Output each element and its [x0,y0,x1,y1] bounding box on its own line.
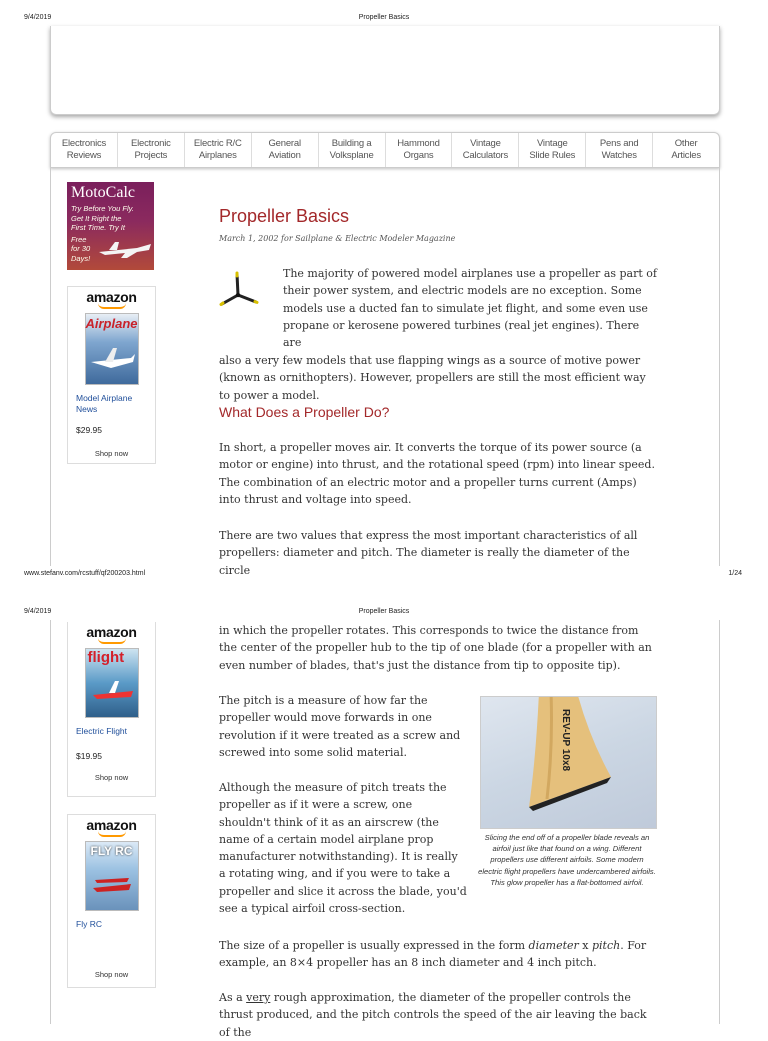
paragraph [219,439,659,508]
text-run: As a [219,991,247,1004]
paragraph [219,937,659,972]
nav-item-line: Other [674,138,698,149]
nav-item-line: Slide Rules [529,150,576,161]
product-price: $19.95 [76,751,102,761]
airplane-icon [87,675,137,715]
nav-item-line: Electronics [61,138,107,149]
nav-item-line: Vintage [536,138,568,149]
amazon-ad[interactable] [67,286,156,464]
nav-item-line: Aviation [268,150,301,161]
nav-item-pens-and-watches[interactable] [586,133,653,167]
photo-caption: Slicing the end off of a propeller blade reveals an airfoil just like that found on a wing. Different propellers use different airfoils. Some modern electric flight propellers have undercambered airfoils. This glow propeller has a flat-bottomed airfoil. [478,833,656,887]
nav-item-line: Articles [671,150,701,161]
banner-area [50,26,720,115]
blade-label: REV-UP 10x8 [560,709,571,772]
propeller-icon [219,268,269,308]
paragraph [219,622,659,674]
print-title: Propeller Basics [358,14,410,21]
intro-text: also a very few models that use flapping wings as a source of motive power (known as ornithopters). However, propellers are still the most efficient way to power a model. [219,354,646,402]
propeller-blade-image [481,697,656,828]
paragraph-text: In short, a propeller moves air. It converts the torque of its power source (a motor or engine) into thrust, and the rotational speed (rpm) into linear speed. The combination of an electric motor and a propeller turns current (Amps) into thrust and voltage into speed. [219,441,655,506]
propeller-blade-photo [480,696,657,829]
text-run: diameter [528,939,579,952]
airplane-icon [97,238,153,262]
motocalc-ad[interactable] [67,182,154,270]
tagline-line: Get It Right the [71,213,122,223]
free-line: Days! [71,253,91,263]
product-name-line: Fly RC [76,919,102,929]
nav-item-other-articles[interactable] [653,133,719,167]
magazine-cover-image [85,313,139,385]
intro-paragraph-bottom [219,352,659,404]
print-date: 9/4/2019 [24,14,52,21]
intro-paragraph-top [283,265,659,351]
text-run: very [246,991,271,1004]
paragraph-text: The pitch is a measure of how far the propeller would move forwards in one revolution if it were treated as a screw and screwed into some solid material. [219,694,461,759]
amazon-ad[interactable] [67,814,156,988]
tagline-line: First Time. Try It [71,223,125,232]
nav-item-vintage-calculators[interactable] [452,133,519,167]
nav-item-electronics-reviews[interactable] [51,133,118,167]
print-header [0,14,768,24]
nav-item-line: Reviews [66,150,102,161]
nav-item-hammond-organs[interactable] [386,133,453,167]
paragraph [219,692,467,761]
nav-item-line: Calculators [462,150,509,161]
print-date: 9/4/2019 [24,608,52,615]
product-name[interactable] [76,726,155,737]
amazon-logo: amazon [86,817,137,833]
cover-title: Airplane [85,316,138,331]
airplane-icon [87,340,137,380]
amazon-logo: amazon [86,624,137,640]
nav-item-line: Vintage [470,138,501,149]
paragraph-text: There are two values that express the most important characteristics of all propellers: diameter and pitch. The diameter is really the diameter of the circle [219,529,638,577]
text-run: x [578,939,592,952]
nav-item-electronic-projects[interactable] [118,133,185,167]
free-line: for 30 [71,244,91,253]
shop-now-button[interactable]: Shop now [94,773,129,782]
cover-title: flight [87,649,125,666]
nav-item-electric-r-c-airplanes[interactable] [185,133,252,167]
paragraph-text: Although the measure of pitch treats the propeller as if it were a screw, one shouldn't think of it as an airscrew (the name of a certain model airplane prop manufacturer notwithstanding). It is really a rotating wing, and if you were to take a propeller and slice it across the blade, you'd see a typical airfoil cross-section. [219,781,467,916]
product-name-line: Model Airplane [76,393,133,403]
intro-text: The majority of powered model airplanes use a propeller as part of their power system, and electric models are no exception. Some models use a ducted fan to simulate jet flight, and some even use propane or kerosene powered turbines (real jet engines). There are [283,267,657,350]
paragraph-text: in which the propeller rotates. This corresponds to twice the distance from the center of the propeller hub to the tip of one blade (for a propeller with an even number of blades, that's just the distance from tip to opposite tip). [219,624,652,672]
cover-title: FLY RC [90,844,133,858]
paragraph [219,779,467,917]
product-name-line: Electric Flight [76,726,128,736]
site-nav [50,132,720,168]
tagline-line: Try Before You Fly. [71,204,134,213]
product-price: $29.95 [76,425,102,435]
nav-item-line: Electric R/C [193,138,242,149]
motocalc-tagline [67,202,154,235]
text-run: . For example, an 8×4 propeller has an 8 inch diameter and 4 inch pitch. [219,939,647,970]
print-header [0,608,768,618]
amazon-ad[interactable] [67,622,156,797]
section-heading: What Does a Propeller Do? [219,404,390,420]
magazine-cover-image [85,648,139,718]
nav-item-building-a-volksplane[interactable] [319,133,386,167]
page-title: Propeller Basics [219,206,350,226]
text-run: pitch [592,939,621,952]
nav-item-line: Electronic [131,138,171,149]
free-line: Free [71,234,87,244]
print-footer [0,570,768,580]
text-run: rough approximation, the diameter of the propeller controls the thrust produced, and the pitch controls the speed of the air leaving the back of the [219,991,647,1039]
product-name-line: News [76,404,98,414]
paragraph-text [219,937,659,972]
nav-item-line: Building a [331,138,372,149]
paragraph [219,989,659,1041]
shop-now-button[interactable]: Shop now [94,970,129,979]
text-run: The size of a propeller is usually expressed in the form [219,939,529,952]
paragraph-text [219,989,659,1041]
nav-item-general-aviation[interactable] [252,133,319,167]
nav-item-line: Pens and [599,138,639,149]
nav-item-line: Watches [601,150,637,161]
byline: March 1, 2002 for Sailplane & Electric Modeler Magazine [219,234,456,243]
amazon-logo: amazon [86,289,137,305]
airplane-icon [87,866,137,906]
product-name[interactable] [76,393,155,415]
shop-now-button[interactable]: Shop now [94,449,129,458]
nav-item-line: Volksplane [329,150,374,161]
magazine-cover-image [85,841,139,911]
nav-item-line: Hammond [397,138,440,149]
motocalc-brand: MotoCalc [71,184,135,201]
product-name[interactable] [76,919,155,930]
nav-item-line: Airplanes [198,150,237,161]
nav-item-line: General [268,138,301,149]
nav-item-line: Organs [403,150,434,161]
print-title: Propeller Basics [358,608,410,615]
nav-item-vintage-slide-rules[interactable] [519,133,586,167]
print-url: www.stefanv.com/rcstuff/qf200203.html [24,570,146,577]
print-page-number: 1/24 [728,570,742,577]
nav-item-line: Projects [134,150,168,161]
